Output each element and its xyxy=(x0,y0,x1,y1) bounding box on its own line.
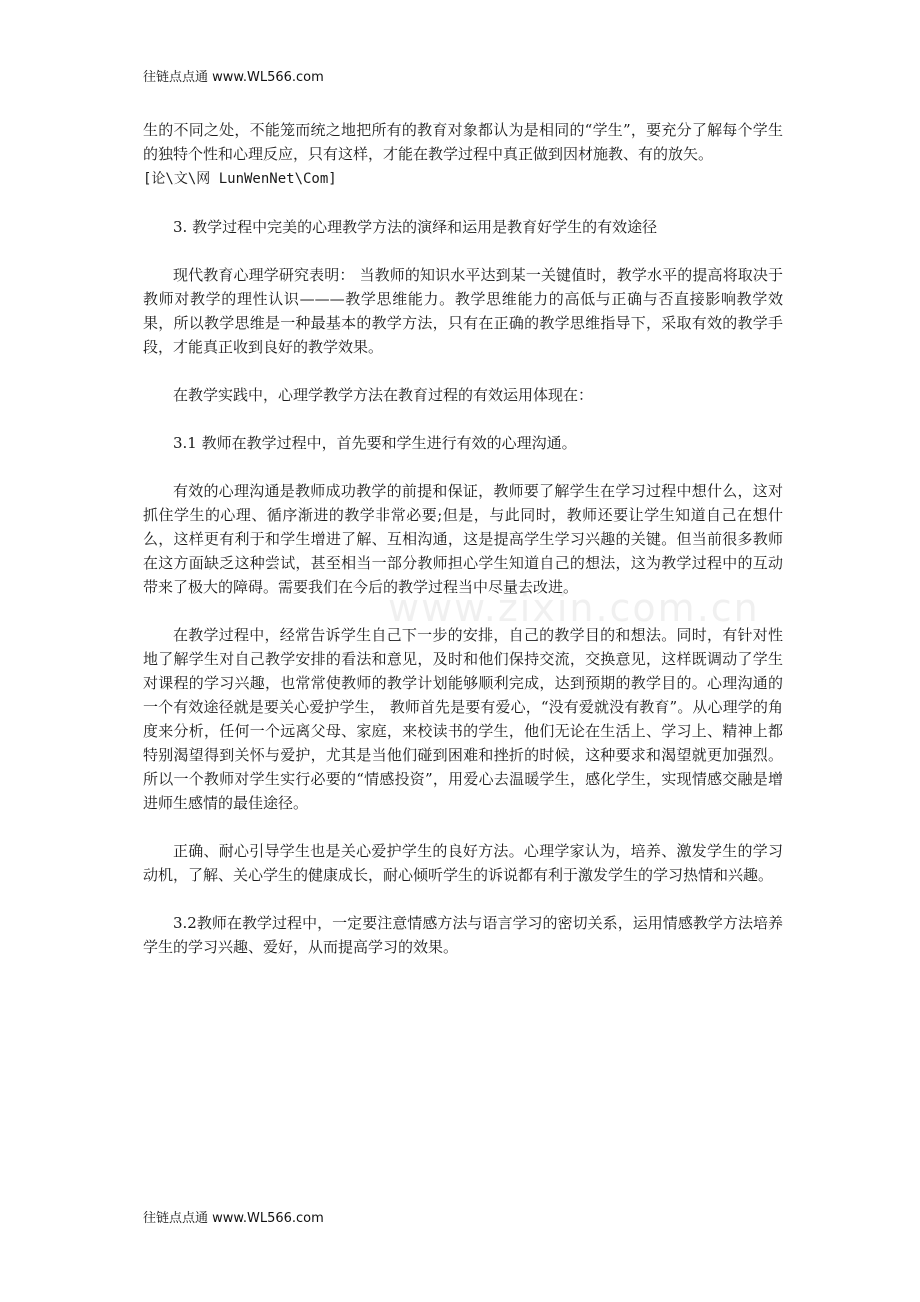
page-header: 往链点点通 www.WL566.com xyxy=(143,70,324,85)
paragraph-communication: 有效的心理沟通是教师成功教学的前提和保证，教师要了解学生在学习过程中想什么，这对抓住学生的心理、循序渐进的教学非常必要;但是，与此同时，教师还要让学生知道自己在想什么，这样更有利于和学生增进了解、互相沟通，这是提高学生学习兴趣的关键。但当前很多教师在这方面缺乏这种尝试，甚至相当一部分教师担心学生知道自己的想法，这为教学过程中的互动带来了极大的障碍。需要我们在今后的教学过程当中尽量去改进。 xyxy=(143,482,783,596)
paragraph-guidance: 正确、耐心引导学生也是关心爱护学生的良好方法。心理学家认为，培养、激发学生的学习动机，了解、关心学生的健康成长，耐心倾听学生的诉说都有利于激发学生的学习热情和兴趣。 xyxy=(143,842,783,884)
paragraph-text: 生的不同之处，不能笼而统之地把所有的教育对象都认为是相同的“学生”，要充分了解每个学生的独特个性和心理反应，只有这样，才能在教学过程中真正做到因材施教、有的放矢。 xyxy=(143,121,783,163)
source-tag: [论\文\网 LunWenNet\Com] xyxy=(143,171,337,187)
watermark: www.zixin.com.cn xyxy=(388,586,760,630)
paragraph-practice: 在教学实践中，心理学教学方法在教育过程的有效运用体现在： xyxy=(173,386,594,404)
section-heading-3-1: 3.1 教师在教学过程中，首先要和学生进行有效的心理沟通。 xyxy=(173,434,577,452)
document-body xyxy=(143,118,783,983)
paragraph-teaching-process: 在教学过程中，经常告诉学生自己下一步的安排，自己的教学目的和想法。同时，有针对性地了解学生对自己教学安排的看法和意见，及时和他们保持交流，交换意见，这样既调动了学生对课程的学习兴趣，也常常使教师的教学计划能够顺利完成，达到预期的教学目的。心理沟通的一个有效途径就是要关心爱护学生， 教师首先是要有爱心，“没有爱就没有教育”。从心理学的角度来分析，任何一个远离父母、家庭，来校读书的学生，他们无论在生活上、学习上、精神上都特别渴望得到关怀与爱护，尤其是当他们碰到困难和挫折的时候，这种要求和渴望就更加强烈。所以一个教师对学生实行必要的“情感投资”，用爱心去温暖学生，感化学生，实现情感交融是增进师生感情的最佳途径。 xyxy=(143,626,783,812)
section-heading-3: 3. 教学过程中完美的心理教学方法的演绎和运用是教育好学生的有效途径 xyxy=(173,218,658,236)
paragraph-continuation xyxy=(143,118,783,191)
paragraph-research: 现代教育心理学研究表明： 当教师的知识水平达到某一关键值时，教学水平的提高将取决于教师对教学的理性认识———教学思维能力。教学思维能力的高低与正确与否直接影响教学效果，所以教学思维是一种最基本的教学方法，只有在正确的教学思维指导下，采取有效的教学手段，才能真正收到良好的教学效果。 xyxy=(143,266,783,356)
section-heading-3-2: 3.2教师在教学过程中，一定要注意情感方法与语言学习的密切关系，运用情感教学方法培养学生的学习兴趣、爱好，从而提高学习的效果。 xyxy=(143,914,783,956)
page-footer: 往链点点通 www.WL566.com xyxy=(143,1211,324,1226)
